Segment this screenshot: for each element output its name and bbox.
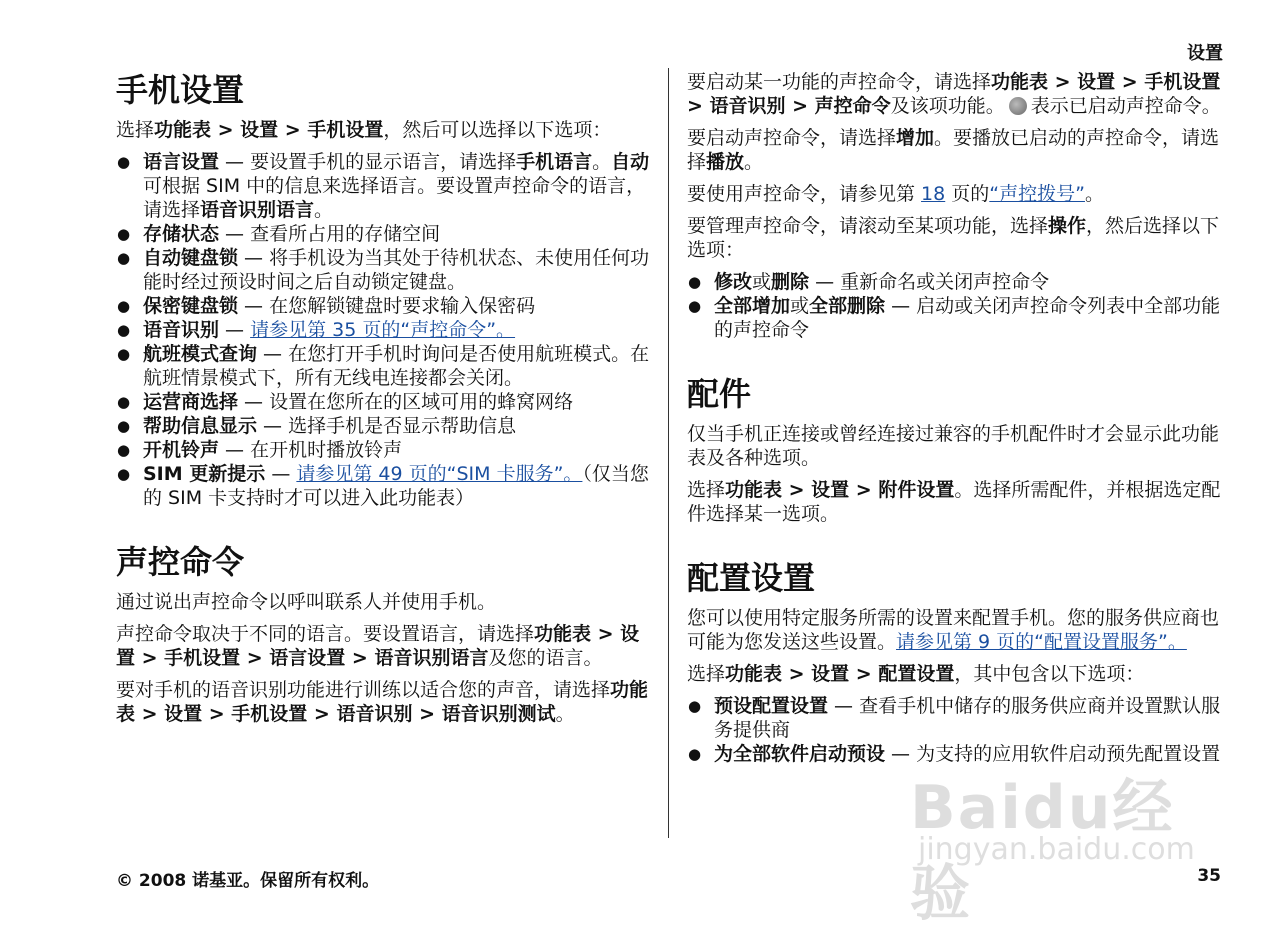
voice-options-list [687, 270, 1227, 342]
running-header: 设置 [1187, 43, 1223, 64]
config-service-link[interactable]: 请参见第 9 页的“配置设置服务”。 [896, 631, 1187, 653]
voice-cont-p3: 要使用声控命令，请参见第 18 页的“声控拨号”。 [687, 183, 1104, 205]
list-item-activate-default: ● 为全部软件启动预设 — 为支持的应用软件启动预先配置设置 [687, 742, 1227, 766]
phone-settings-intro: 选择功能表 > 设置 > 手机设置，然后可以选择以下选项： [116, 119, 612, 141]
accessories-section [687, 372, 1227, 526]
list-item-sim: ● SIM 更新提示 — 请参见第 49 页的“SIM 卡服务”。（仅当您的 SIM 卡支持时才可以进入此功能表） [116, 462, 654, 510]
voice-commands-p1: 通过说出声控命令以呼叫联系人并使用手机。 [116, 591, 497, 613]
voice-commands-p3: 要对手机的语音识别功能进行训练以适合您的声音，请选择功能表 > 设置 > 手机设置 > 语音识别 > 语音识别测试。 [116, 679, 649, 725]
accessories-p1: 仅当手机正连接或曾经连接过兼容的手机配件时才会显示此功能表及各种选项。 [687, 423, 1220, 469]
phone-settings-section [116, 68, 654, 510]
list-item-voice: ● 语音识别 — 请参见第 35 页的“声控命令”。 [116, 318, 654, 342]
config-heading: 配置设置 [687, 559, 816, 597]
list-item-help: ● 帮助信息显示 — 选择手机是否显示帮助信息 [116, 414, 654, 438]
list-item-modify: ● 修改或删除 — 重新命名或关闭声控命令 [687, 270, 1227, 294]
list-item-storage: ● 存储状态 — 查看所占用的存储空间 [116, 222, 654, 246]
list-item-seclock: ● 保密键盘锁 — 在您解锁键盘时要求输入保密码 [116, 294, 654, 318]
voice-commands-continued [687, 70, 1227, 342]
accessories-heading: 配件 [687, 375, 752, 413]
watermark-main-text: Baidu经验 [910, 773, 1175, 929]
right-column [687, 70, 1227, 780]
column-divider [668, 68, 669, 838]
voice-command-active-icon [1009, 97, 1027, 115]
page-number: 35 [1197, 866, 1221, 886]
voice-dialing-link[interactable]: “声控拨号” [989, 183, 1085, 205]
config-p2: 选择功能表 > 设置 > 配置设置，其中包含以下选项： [687, 663, 1145, 685]
voice-commands-section [116, 540, 654, 726]
voice-cont-p2: 要启动声控命令，请选择增加。要播放已启动的声控命令，请选择播放。 [687, 127, 1220, 173]
watermark-sub-text: jingyan.baidu.com [918, 832, 1195, 867]
list-item-ringtone: ● 开机铃声 — 在开机时播放铃声 [116, 438, 654, 462]
left-column [116, 68, 654, 740]
list-item-flight: ● 航班模式查询 — 在您打开手机时询问是否使用航班模式。在航班情景模式下，所有无线电连接都会关闭。 [116, 342, 654, 390]
sim-services-link[interactable]: 请参见第 49 页的“SIM 卡服务”。 [296, 463, 583, 485]
phone-settings-heading: 手机设置 [116, 71, 245, 109]
list-item-default-config: ● 预设配置设置 — 查看手机中储存的服务供应商并设置默认服务提供商 [687, 694, 1227, 742]
config-options-list [687, 694, 1227, 766]
voice-commands-link[interactable]: 请参见第 35 页的“声控命令”。 [250, 319, 516, 341]
list-item-all: ● 全部增加或全部删除 — 启动或关闭声控命令列表中全部功能的声控命令 [687, 294, 1227, 342]
accessories-p2: 选择功能表 > 设置 > 附件设置。选择所需配件，并根据选定配件选择某一选项。 [687, 479, 1221, 525]
voice-commands-p2: 声控命令取决于不同的语言。要设置语言，请选择功能表 > 设置 > 手机设置 > 语言设置 > 语音识别语言及您的语言。 [116, 623, 640, 669]
phone-settings-list [116, 150, 654, 510]
voice-cont-p1: 要启动某一功能的声控命令，请选择功能表 > 设置 > 手机设置 > 语音识别 > 声控命令及该项功能。 表示已启动声控命令。 [687, 71, 1221, 117]
config-p1: 您可以使用特定服务所需的设置来配置手机。您的服务供应商也可能为您发送这些设置。请参见第 9 页的“配置设置服务”。 [687, 607, 1220, 653]
copyright-footer: © 2008 诺基亚。保留所有权利。 [116, 871, 380, 891]
list-item-operator: ● 运营商选择 — 设置在您所在的区域可用的蜂窝网络 [116, 390, 654, 414]
config-section [687, 556, 1227, 766]
voice-commands-heading: 声控命令 [116, 543, 245, 581]
voice-cont-p4: 要管理声控命令，请滚动至某项功能，选择操作，然后选择以下选项： [687, 215, 1220, 261]
list-item-language: ● 语言设置 — 要设置手机的显示语言，请选择手机语言。自动可根据 SIM 中的信息来选择语言。要设置声控命令的语言，请选择语音识别语言。 [116, 150, 654, 222]
list-item-autolock: ● 自动键盘锁 — 将手机设为当其处于待机状态、未使用任何功能时经过预设时间之后自动锁定键盘。 [116, 246, 654, 294]
page-18-link[interactable]: 18 [921, 183, 946, 205]
